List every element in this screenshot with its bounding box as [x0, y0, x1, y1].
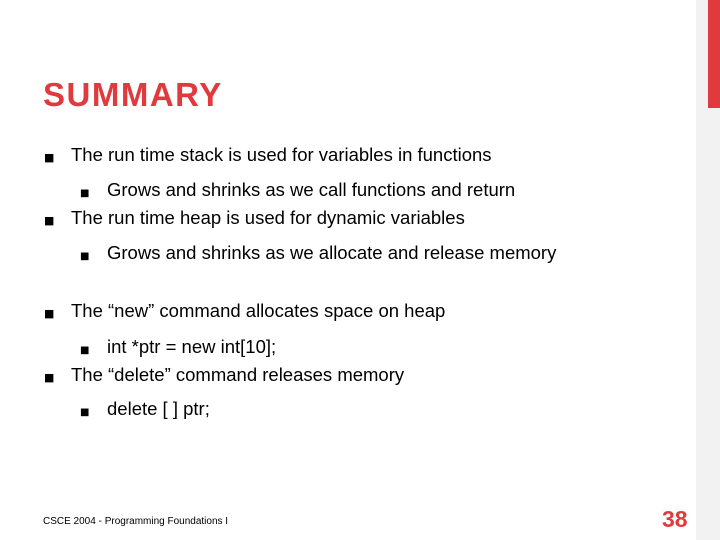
slide-title: SUMMARY — [43, 76, 223, 113]
sub-bullet-item — [80, 179, 515, 201]
square-bullet-icon: ■ — [44, 307, 55, 320]
bullet-text: The “delete” command releases memory — [71, 364, 405, 385]
square-bullet-icon: ■ — [44, 151, 55, 164]
sub-bullet-text: Grows and shrinks as we allocate and release memory — [107, 242, 557, 263]
bullet-text: The run time heap is used for dynamic variables — [71, 207, 465, 228]
square-bullet-icon: ■ — [80, 345, 90, 356]
accent-bar — [708, 0, 720, 108]
bullet-item — [44, 144, 492, 166]
slide-footer: CSCE 2004 - Programming Foundations I — [43, 516, 229, 527]
sub-bullet-item — [80, 398, 210, 420]
bullet-item — [44, 300, 445, 322]
square-bullet-icon: ■ — [80, 251, 90, 262]
page-number: 38 — [662, 506, 688, 532]
sub-bullet-text: delete [ ] ptr; — [107, 398, 210, 419]
bullet-item — [44, 207, 465, 229]
square-bullet-icon: ■ — [80, 188, 90, 199]
square-bullet-icon: ■ — [44, 214, 55, 227]
sub-bullet-text: int *ptr = new int[10]; — [107, 336, 277, 357]
bullet-item — [44, 364, 404, 386]
sub-bullet-item — [80, 336, 276, 358]
bullet-text: The run time stack is used for variables in functions — [71, 144, 492, 165]
square-bullet-icon: ■ — [80, 407, 90, 418]
bullet-text: The “new” command allocates space on heap — [71, 300, 446, 321]
sub-bullet-text: Grows and shrinks as we call functions and return — [107, 179, 516, 200]
sub-bullet-item — [80, 242, 556, 264]
square-bullet-icon: ■ — [44, 371, 55, 384]
